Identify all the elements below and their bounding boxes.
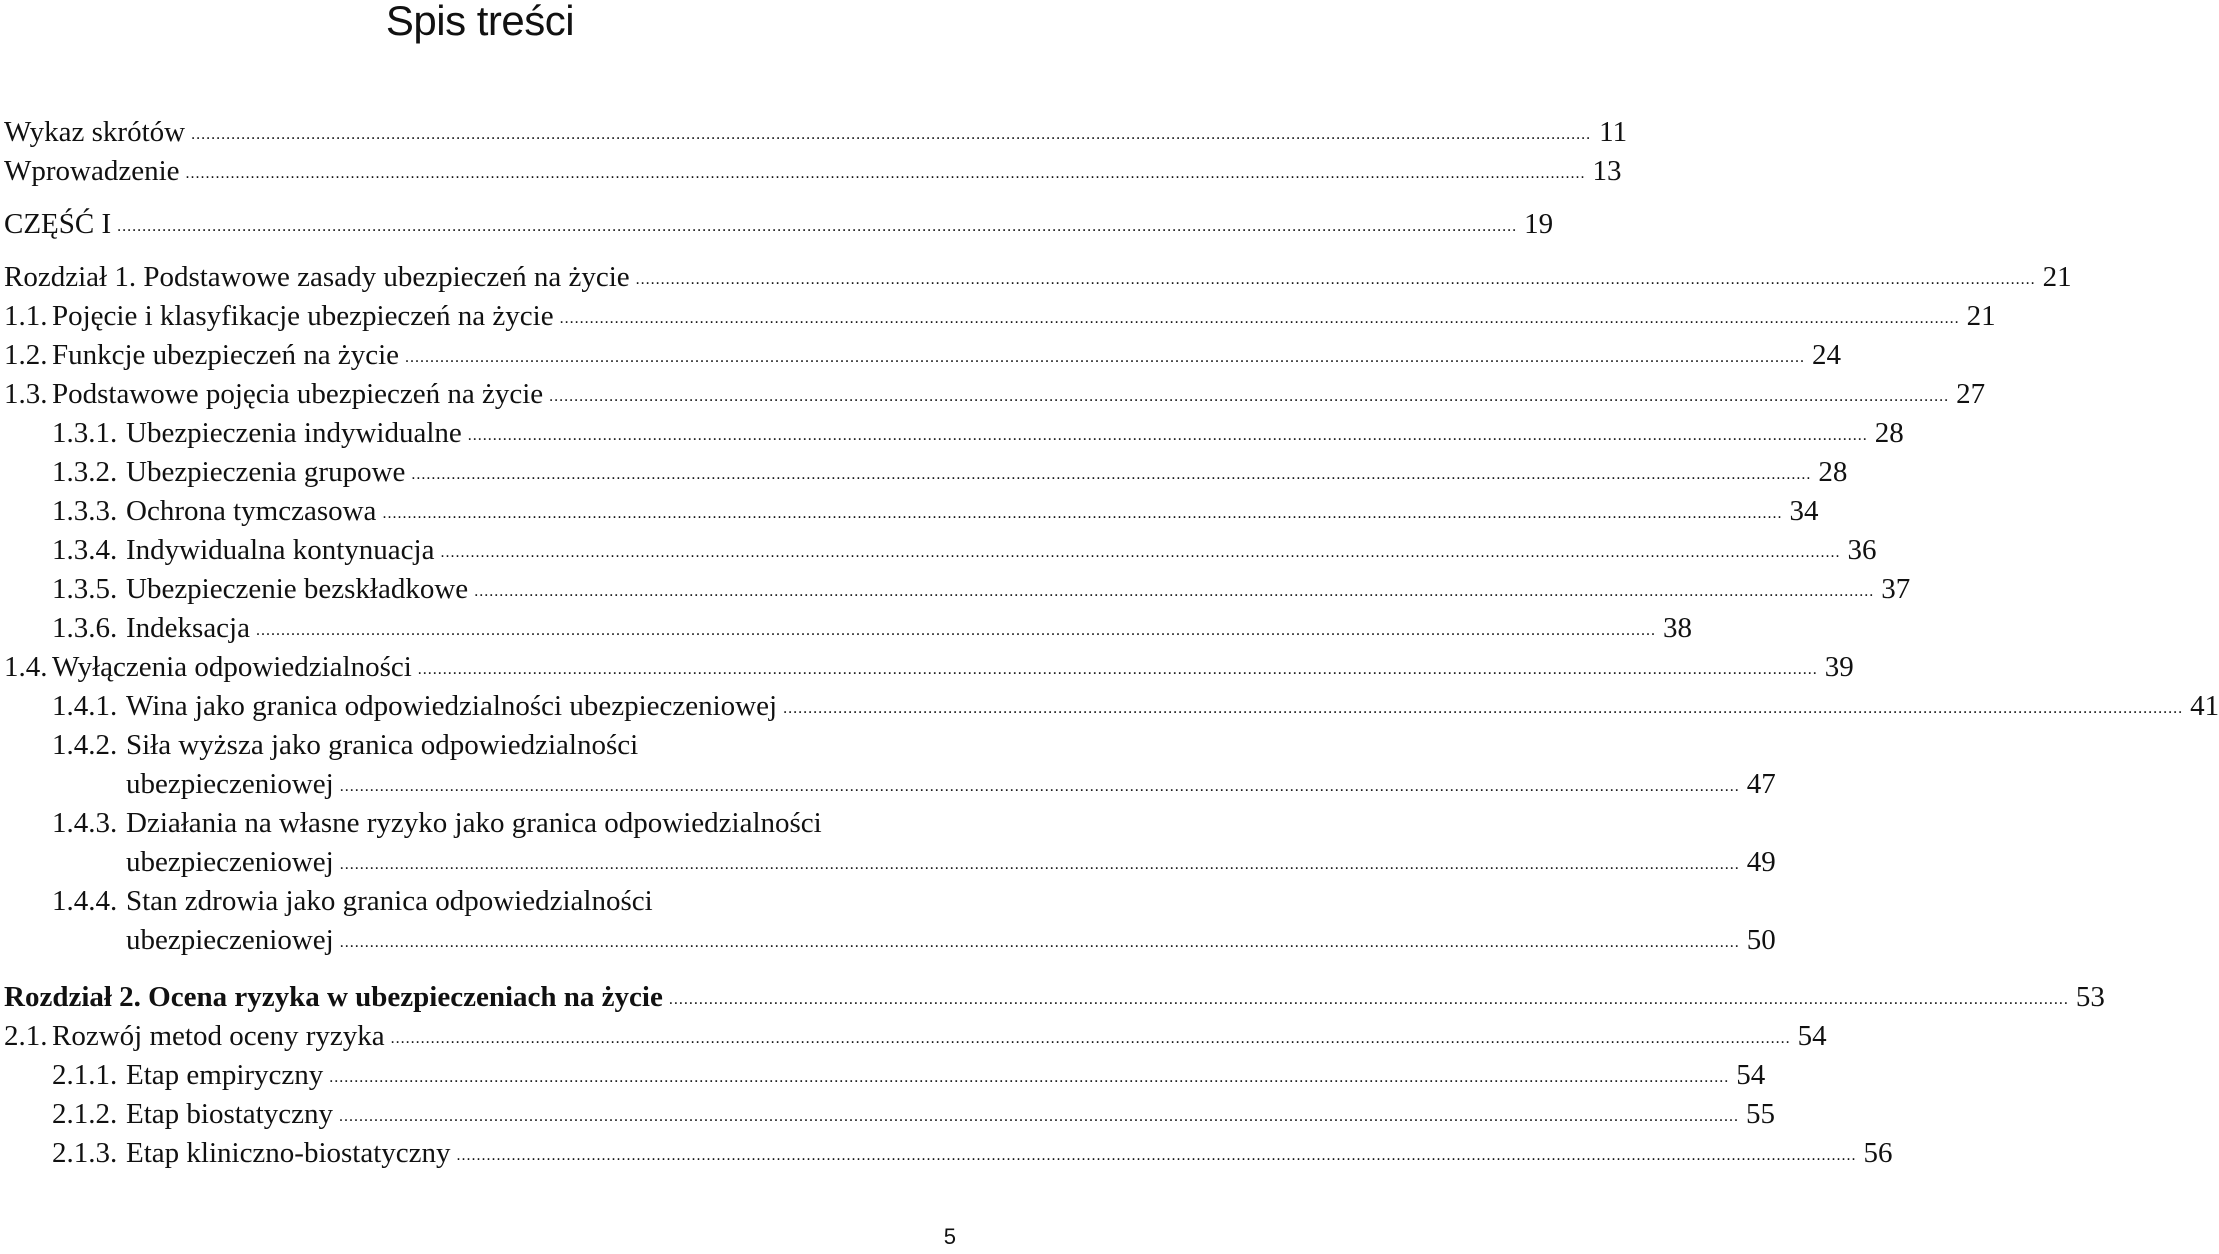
dot-leader [440, 533, 1840, 572]
toc-entry-title-continued: ubezpieczeniowej [126, 924, 334, 956]
toc-entry-title: Etap kliniczno-biostatyczny [126, 1137, 451, 1169]
toc-entry-title: Stan zdrowia jako granica odpowiedzialności [126, 885, 653, 917]
toc-entry-1-3-2[interactable] [4, 453, 1848, 492]
toc-page-number: 24 [1812, 339, 1842, 371]
dot-leader [549, 377, 1949, 416]
toc-entry-title: Ubezpieczenia indywidualne [126, 417, 462, 449]
dot-leader [382, 494, 1782, 533]
toc-entry-first-line [4, 882, 957, 921]
toc-entry-title: Etap empiryczny [126, 1059, 324, 1091]
toc-entry-wprowadzenie[interactable] [4, 152, 1622, 191]
dot-leader [636, 260, 2036, 299]
toc-page-number: 47 [1746, 768, 1776, 800]
toc-entry-1-3-5[interactable] [4, 570, 1911, 609]
toc-entry-continuation [4, 921, 1776, 960]
dot-leader [191, 115, 1591, 154]
toc-entry-title-continued: ubezpieczeniowej [126, 846, 334, 878]
toc-page-number: 53 [2075, 981, 2105, 1013]
toc-section-number: 2.1.1. [52, 1059, 118, 1091]
toc-page-number: 19 [1524, 208, 1554, 240]
toc-entry-title: Wprowadzenie [4, 155, 180, 187]
dot-leader [405, 338, 1805, 377]
page-title: Spis treści [385, 0, 575, 44]
toc-entry-continuation [4, 843, 1776, 882]
toc-page-number: 54 [1797, 1020, 1827, 1052]
toc-entry-title: CZĘŚĆ I [4, 208, 112, 240]
dot-leader [117, 207, 1517, 246]
toc-entry-1-3[interactable] [4, 375, 1986, 414]
toc-page-number: 11 [1599, 116, 1628, 148]
toc-page-number: 50 [1746, 924, 1776, 956]
page-number: 5 [943, 1224, 956, 1249]
dot-leader [256, 611, 1656, 650]
dot-leader [468, 416, 1868, 455]
toc-page-number: 56 [1863, 1137, 1893, 1169]
toc-page-number: 37 [1881, 573, 1911, 605]
toc-entry-2-1-3[interactable] [4, 1134, 1893, 1173]
toc-entry-1-3-6[interactable] [4, 609, 1692, 648]
toc-entry-2-1[interactable] [4, 1017, 1827, 1056]
dot-leader [340, 845, 1740, 884]
toc-page-number: 28 [1874, 417, 1904, 449]
toc-section-number: 1.4.1. [52, 690, 118, 722]
toc-entry-rozdzial-1[interactable] [4, 258, 2072, 297]
toc-entry-title: Indeksacja [126, 612, 250, 644]
toc-page-number: 54 [1736, 1059, 1766, 1091]
toc-entry-title: Rozwój metod oceny ryzyka [52, 1020, 385, 1052]
toc-entry-title: Podstawowe pojęcia ubezpieczeń na życie [52, 378, 544, 410]
toc-section-number: 1.4. [4, 651, 48, 683]
dot-leader [411, 455, 1811, 494]
toc-entry-title: Ubezpieczenie bezskładkowe [126, 573, 469, 605]
toc-page-number: 34 [1789, 495, 1819, 527]
toc-section-number: 1.3.4. [52, 534, 118, 566]
dot-leader [339, 1097, 1739, 1136]
toc-entry-2-1-2[interactable] [4, 1095, 1775, 1134]
toc-page-number: 21 [1966, 300, 1996, 332]
dot-leader [457, 1136, 1857, 1175]
toc-section-number: 2.1.3. [52, 1137, 118, 1169]
toc-entry-title: Pojęcie i klasyfikacje ubezpieczeń na życie [52, 300, 554, 332]
toc-entry-title: Siła wyższa jako granica odpowiedzialności [126, 729, 639, 761]
toc-page-number: 28 [1818, 456, 1848, 488]
toc-section-number: 2.1.2. [52, 1098, 118, 1130]
toc-entry-title: Ochrona tymczasowa [126, 495, 377, 527]
toc-entry-1-4-2[interactable] [4, 726, 1776, 804]
dot-leader [669, 980, 2069, 1019]
toc-entry-1-3-4[interactable] [4, 531, 1877, 570]
toc-page-number: 55 [1745, 1098, 1775, 1130]
dot-leader [329, 1058, 1729, 1097]
toc-entry-title: Ubezpieczenia grupowe [126, 456, 406, 488]
toc-page-number: 49 [1746, 846, 1776, 878]
toc-page-number: 27 [1956, 378, 1986, 410]
toc-entry-first-line [4, 726, 957, 765]
toc-entry-wykaz-skrotow[interactable] [4, 113, 1628, 152]
dot-leader [418, 650, 1818, 689]
toc-entry-title: Wina jako granica odpowiedzialności ubezpieczeniowej [126, 690, 778, 722]
toc-section-number: 1.4.3. [52, 807, 118, 839]
toc-section-number: 1.3.1. [52, 417, 118, 449]
toc-entry-title-continued: ubezpieczeniowej [126, 768, 334, 800]
toc-page-number: 39 [1824, 651, 1854, 683]
toc-section-number: 1.4.2. [52, 729, 118, 761]
toc-entry-title: Indywidualna kontynuacja [126, 534, 435, 566]
dot-leader [340, 767, 1740, 806]
toc-section-number: 1.3.5. [52, 573, 118, 605]
toc-entry-title: Etap biostatyczny [126, 1098, 333, 1130]
table-of-contents [4, 113, 2219, 1173]
toc-entry-title: Wykaz skrótów [4, 116, 186, 148]
toc-entry-rozdzial-2[interactable] [4, 978, 2105, 1017]
toc-entry-title: Rozdział 1. Podstawowe zasady ubezpieczeń na życie [4, 261, 630, 293]
toc-entry-1-4-4[interactable] [4, 882, 1776, 960]
toc-entry-first-line [4, 804, 957, 843]
toc-page-number: 36 [1847, 534, 1877, 566]
toc-entry-1-4[interactable] [4, 648, 1854, 687]
toc-entry-1-3-3[interactable] [4, 492, 1819, 531]
dot-leader [783, 689, 2183, 728]
toc-entry-1-4-1[interactable] [4, 687, 2219, 726]
toc-page-number: 38 [1663, 612, 1692, 644]
dot-leader [474, 572, 1874, 611]
toc-entry-title: Rozdział 2. Ocena ryzyka w ubezpieczeniach na życie [4, 981, 663, 1013]
toc-section-number: 1.2. [4, 339, 48, 371]
dot-leader [340, 923, 1740, 962]
toc-entry-1-2[interactable] [4, 336, 1842, 375]
dot-leader [186, 154, 1586, 193]
toc-entry-1-1[interactable] [4, 297, 1996, 336]
toc-page-number: 13 [1592, 155, 1622, 187]
toc-section-number: 1.3. [4, 378, 48, 410]
toc-entry-continuation [4, 765, 1776, 804]
toc-section-number: 1.3.2. [52, 456, 118, 488]
toc-section-number: 1.3.3. [52, 495, 118, 527]
toc-page-number: 21 [2042, 261, 2072, 293]
toc-entry-title: Działania na własne ryzyko jako granica odpowiedzialności [126, 807, 822, 839]
toc-section-number: 1.3.6. [52, 612, 118, 644]
toc-section-number: 2.1. [4, 1020, 48, 1052]
toc-section-number: 1.4.4. [52, 885, 118, 917]
dot-leader [391, 1019, 1791, 1058]
toc-entry-title: Wyłączenia odpowiedzialności [52, 651, 412, 683]
toc-entry-1-4-3[interactable] [4, 804, 1776, 882]
toc-page-number: 41 [2190, 690, 2219, 722]
toc-entry-2-1-1[interactable] [4, 1056, 1766, 1095]
toc-entry-czesc-i[interactable] [4, 205, 1554, 244]
toc-section-number: 1.1. [4, 300, 48, 332]
toc-entry-title: Funkcje ubezpieczeń na życie [52, 339, 400, 371]
dot-leader [560, 299, 1960, 338]
toc-entry-1-3-1[interactable] [4, 414, 1904, 453]
